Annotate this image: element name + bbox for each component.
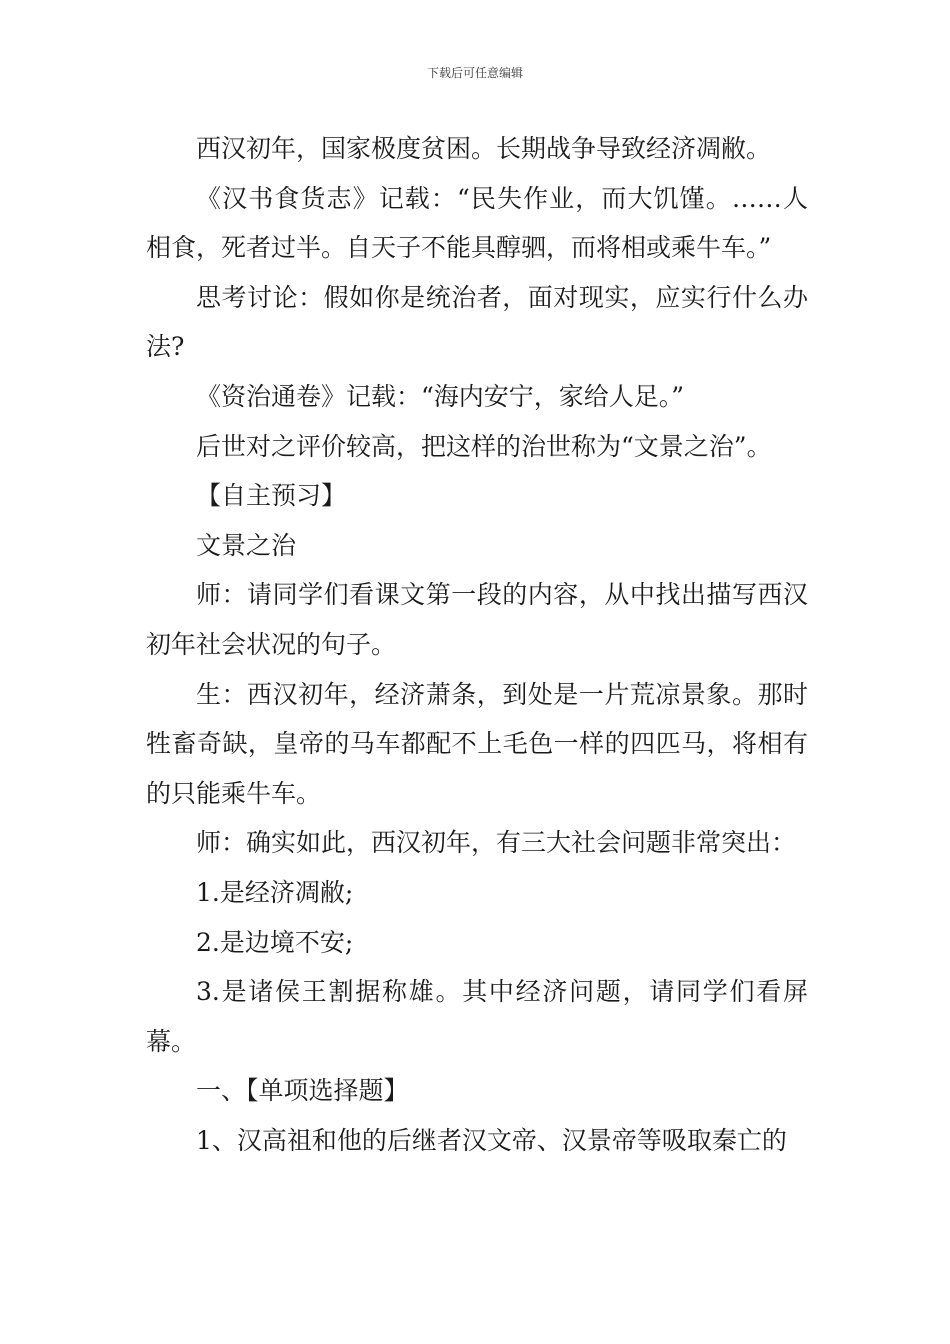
- paragraph-zizhi-quote: 《资治通卷》记载：“海内安宁，家给人足。”: [196, 381, 685, 411]
- paragraph-teacher-1: 师：请同学们看课文第一段的内容，从中找出描写西汉初年社会状况的句子。: [146, 580, 808, 659]
- paragraph-economy: 西汉初年，国家极度贫困。长期战争导致经济凋敝。: [196, 134, 772, 163]
- section-heading-choice: 一、【单项选择题】: [196, 1076, 409, 1106]
- paragraph-hanshu-quote: 《汉书食货志》记载：“民失作业，而大饥馑。……人相食，死者过半。自天子不能具醇驷，而将相或乘牛车。”: [146, 183, 808, 263]
- subheading-wenjing: 文景之治: [196, 530, 297, 560]
- paragraph-discussion: 思考讨论：假如你是统治者，面对现实，应实行什么办法?: [146, 282, 808, 362]
- list-item-1: 1.是经济凋敝;: [196, 877, 354, 907]
- list-item-3: 3.是诸侯王割据称雄。其中经济问题，请同学们看屏幕。: [146, 977, 808, 1056]
- document-body: [146, 124, 808, 1165]
- list-item-2: 2.是边境不安;: [196, 927, 354, 957]
- paragraph-teacher-2: 师：确实如此，西汉初年，有三大社会问题非常突出：: [196, 828, 797, 858]
- header-note: 下载后可任意编辑: [426, 66, 523, 80]
- paragraph-evaluation: 后世对之评价较高，把这样的治世称为“文景之治”。: [196, 431, 772, 461]
- paragraph-student-1: 生：西汉初年，经济萧条，到处是一片荒凉景象。那时牲畜奇缺，皇帝的马车都配不上毛色一样的四匹马，将相有的只能乘牛车。: [146, 679, 808, 808]
- question-1: 1、汉高祖和他的后继者汉文帝、汉景帝等吸取秦亡的: [196, 1125, 787, 1155]
- section-heading-preview: 【自主预习】: [196, 481, 347, 511]
